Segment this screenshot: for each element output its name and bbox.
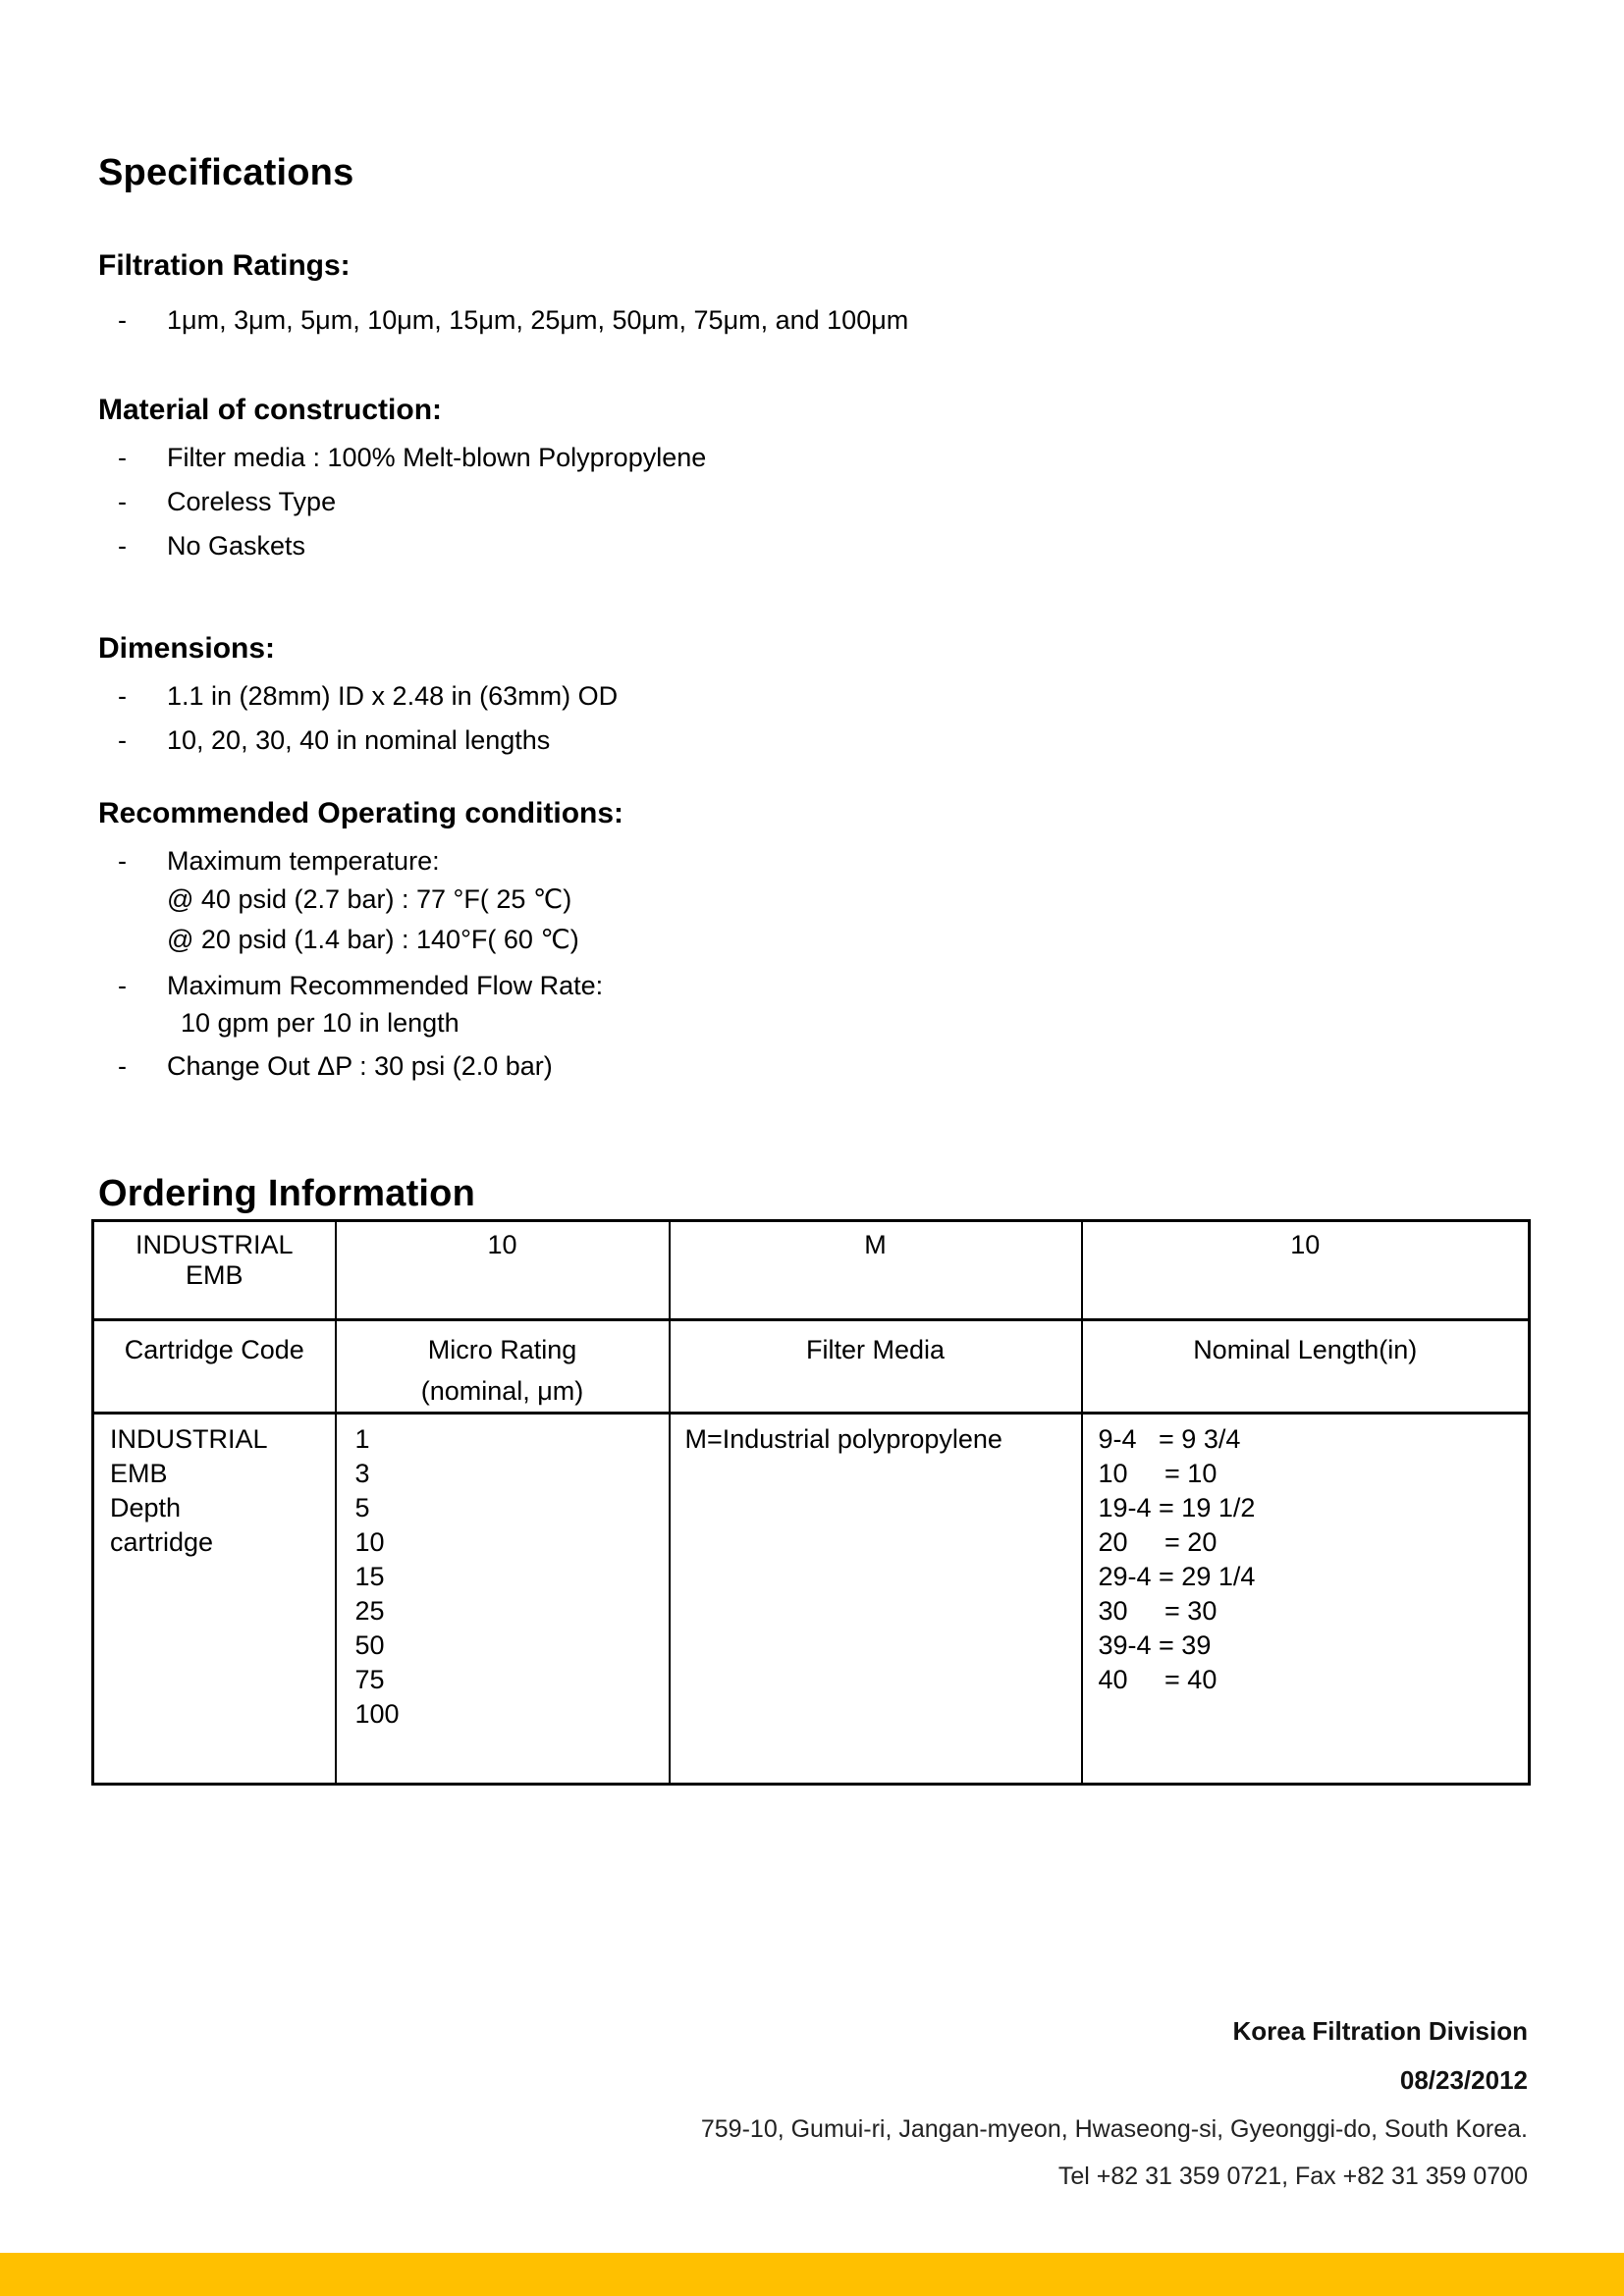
code-cell-cartridge: INDUSTRIAL EMB [93, 1221, 336, 1320]
bullet-dash: - [118, 846, 127, 876]
cell-line: 39-4 = 39 [1098, 1630, 1212, 1660]
cell-line: 29-4 = 29 1/4 [1098, 1562, 1256, 1591]
operating-item: Change Out ΔP : 30 psi (2.0 bar) [167, 1051, 553, 1081]
body-cell-cartridge-desc [93, 1414, 336, 1785]
cell-line: 10 = 10 [1098, 1459, 1218, 1488]
footer-date: 08/23/2012 [1399, 2065, 1528, 2095]
bullet-dash: - [118, 971, 127, 1000]
list-item [118, 679, 618, 714]
cell-line: 10 [354, 1527, 385, 1557]
dimensions-item: 10, 20, 30, 40 in nominal lengths [167, 725, 551, 755]
operating-subitem: @ 40 psid (2.7 bar) : 77 °F( 25 ℃) [167, 884, 572, 914]
dimensions-heading: Dimensions: [98, 632, 276, 665]
ordering-information-title: Ordering Information [98, 1173, 475, 1214]
filtration-ratings-heading: Filtration Ratings: [98, 249, 351, 282]
header-cell-nominal-length: Nominal Length(in) [1082, 1320, 1530, 1414]
material-item: Filter media : 100% Melt-blown Polypropylene [167, 443, 707, 472]
cell-line: cartridge [110, 1527, 214, 1557]
footer-division: Korea Filtration Division [1232, 2016, 1528, 2046]
list-item [118, 485, 336, 519]
body-cell-filter-media [670, 1414, 1082, 1785]
body-cell-lengths [1082, 1414, 1530, 1785]
footer-phone: Tel +82 31 359 0721, Fax +82 31 359 0700 [1057, 2163, 1528, 2190]
list-item [118, 303, 908, 338]
header-line: (nominal, μm) [420, 1376, 584, 1406]
ordering-table [91, 1219, 1531, 1786]
bullet-dash: - [118, 531, 127, 561]
list-item [118, 969, 603, 1003]
bullet-dash: - [118, 487, 127, 516]
cell-line: 40 = 40 [1098, 1665, 1218, 1694]
body-cell-micro-ratings [336, 1414, 670, 1785]
operating-subitem: @ 20 psid (1.4 bar) : 140°F( 60 ℃) [167, 925, 579, 954]
bullet-dash: - [118, 305, 127, 335]
table-row-body [93, 1414, 1530, 1785]
header-cell-cartridge-code: Cartridge Code [93, 1320, 336, 1414]
cell-line: 20 = 20 [1098, 1527, 1218, 1557]
cell-line: 5 [354, 1493, 370, 1522]
table-row-headers [93, 1320, 1530, 1414]
footer-address: 759-10, Gumui-ri, Jangan-myeon, Hwaseong-si, Gyeonggi-do, South Korea. [700, 2115, 1528, 2143]
bullet-dash: - [118, 443, 127, 472]
cell-line: 9-4 = 9 3/4 [1098, 1424, 1241, 1454]
cell-line: 19-4 = 19 1/2 [1098, 1493, 1256, 1522]
cell-line: 3 [354, 1459, 370, 1488]
dimensions-item: 1.1 in (28mm) ID x 2.48 in (63mm) OD [167, 681, 619, 711]
header-cell-filter-media: Filter Media [670, 1320, 1082, 1414]
specifications-title: Specifications [98, 152, 354, 193]
code-cell-filter-media: M [670, 1221, 1082, 1320]
material-item: Coreless Type [167, 487, 337, 516]
operating-item: Maximum Recommended Flow Rate: [167, 971, 604, 1000]
cell-line: Depth [110, 1493, 182, 1522]
cell-line: M=Industrial polypropylene [684, 1424, 1002, 1454]
bottom-accent-bar [0, 2253, 1624, 2296]
header-line: Micro Rating [427, 1335, 577, 1364]
list-item [118, 1049, 553, 1084]
cell-line: 1 [354, 1424, 370, 1454]
list-item [118, 723, 550, 758]
table-row-codes [93, 1221, 1530, 1320]
operating-conditions-heading: Recommended Operating conditions: [98, 797, 624, 829]
cell-line: 25 [354, 1596, 385, 1626]
cell-line: EMB [110, 1459, 168, 1488]
filtration-ratings-value: 1μm, 3μm, 5μm, 10μm, 15μm, 25μm, 50μm, 75μm, and 100μm [167, 305, 909, 335]
bullet-dash: - [118, 725, 127, 755]
cell-line: 15 [354, 1562, 385, 1591]
cell-line: 100 [354, 1699, 400, 1729]
operating-subitem: 10 gpm per 10 in length [181, 1008, 460, 1038]
header-cell-micro-rating [336, 1320, 670, 1414]
bullet-dash: - [118, 1051, 127, 1081]
cell-line: 75 [354, 1665, 385, 1694]
bullet-dash: - [118, 681, 127, 711]
list-item [118, 529, 305, 563]
cell-line: 50 [354, 1630, 385, 1660]
cell-line: 30 = 30 [1098, 1596, 1218, 1626]
code-cell-micro-rating: 10 [336, 1221, 670, 1320]
list-item [118, 441, 706, 475]
operating-item: Maximum temperature: [167, 846, 440, 876]
code-cell-length: 10 [1082, 1221, 1530, 1320]
material-heading: Material of construction: [98, 394, 443, 426]
cell-line: INDUSTRIAL [110, 1424, 268, 1454]
material-item: No Gaskets [167, 531, 306, 561]
list-item [118, 844, 440, 879]
